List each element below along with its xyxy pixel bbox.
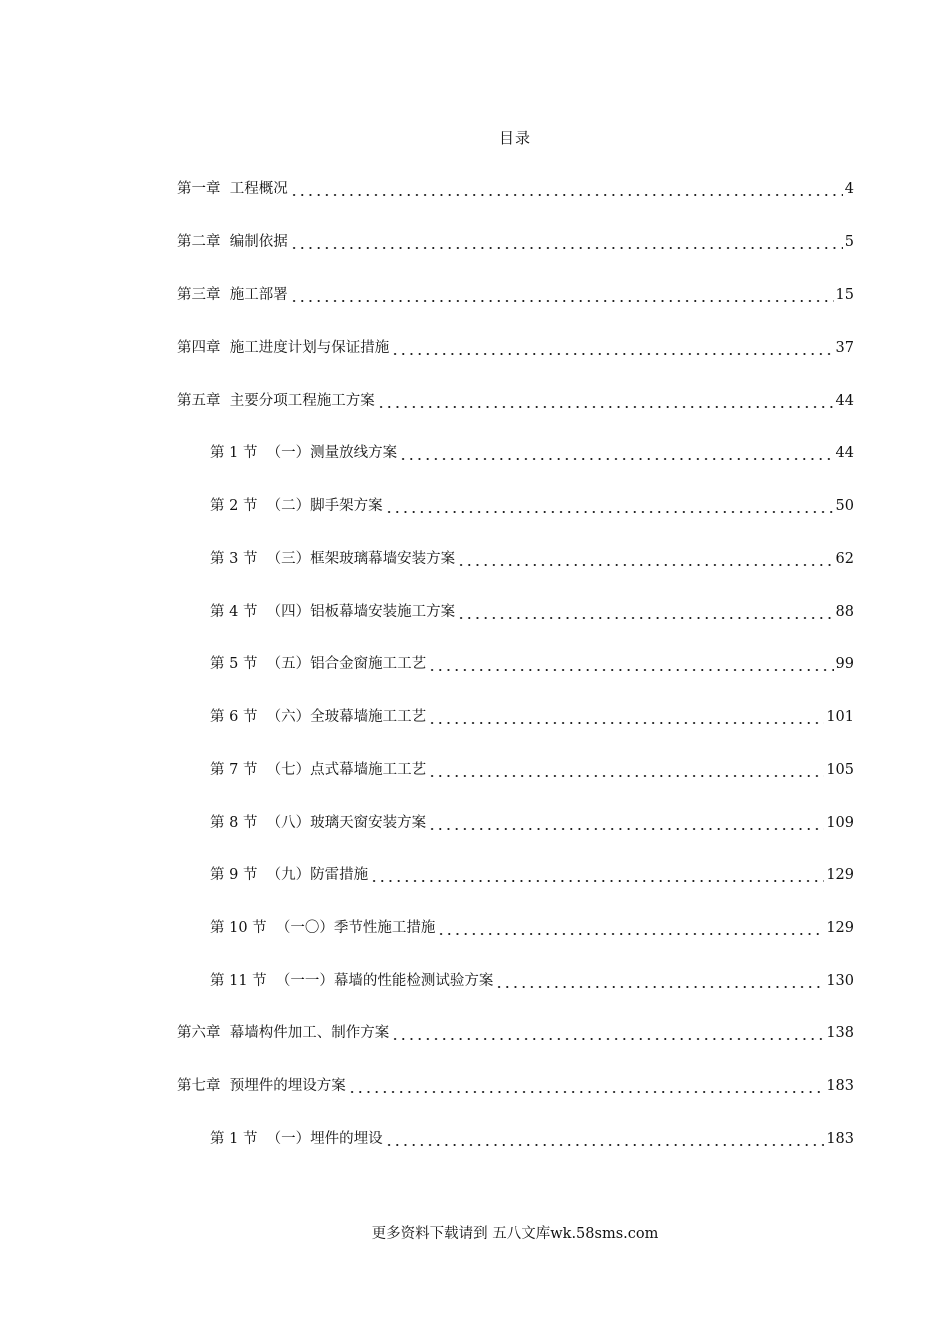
toc-entry-page: 15 <box>835 287 854 303</box>
dot-leader <box>370 864 824 886</box>
footer-download-note: 更多资料下载请到 五八文库wk.58sms.com <box>371 1226 659 1242</box>
toc-entry-label: 第 3 节 （三）框架玻璃幕墙安装方案 <box>210 551 456 567</box>
toc-entry[interactable] <box>210 1128 854 1150</box>
toc-entry-label: 第 1 节 （一）埋件的埋设 <box>210 1131 383 1147</box>
toc-title: 目录 <box>498 129 531 147</box>
dot-leader <box>391 337 833 359</box>
toc-entry[interactable] <box>177 337 854 359</box>
toc-entry[interactable] <box>177 1022 854 1044</box>
toc-entry-page: 44 <box>835 445 854 461</box>
dot-leader <box>385 1128 825 1150</box>
toc-entry-page: 183 <box>826 1131 854 1147</box>
toc-entry[interactable] <box>210 706 854 728</box>
toc-entry-page: 129 <box>826 867 854 883</box>
dot-leader <box>348 1075 825 1097</box>
toc-entry-page: 37 <box>835 340 854 356</box>
toc-entry-label: 第 9 节 （九）防雷措施 <box>210 867 369 883</box>
dot-leader <box>457 601 833 623</box>
toc-entry-page: 105 <box>826 762 854 778</box>
dot-leader <box>428 812 824 834</box>
dot-leader <box>457 548 833 570</box>
toc-entry-label: 第 2 节 （二）脚手架方案 <box>210 498 383 514</box>
toc-entry-label: 第一章 工程概况 <box>177 181 288 197</box>
dot-leader <box>428 706 824 728</box>
toc-entry-label: 第七章 预埋件的埋设方案 <box>177 1078 346 1094</box>
toc-entry-label: 第二章 编制依据 <box>177 234 288 250</box>
toc-entry[interactable] <box>177 231 854 253</box>
toc-entry[interactable] <box>177 390 854 412</box>
toc-entry-page: 101 <box>826 709 854 725</box>
toc-entry-page: 129 <box>826 920 854 936</box>
dot-leader <box>399 442 833 464</box>
toc-entry-page: 44 <box>835 393 854 409</box>
toc-entry[interactable] <box>210 759 854 781</box>
dot-leader <box>290 284 834 306</box>
toc-entry[interactable] <box>210 864 854 886</box>
toc-entry-page: 138 <box>826 1025 854 1041</box>
toc-entry-page: 88 <box>835 604 854 620</box>
toc-entry-label: 第五章 主要分项工程施工方案 <box>177 393 375 409</box>
toc-entry-page: 130 <box>826 973 854 989</box>
toc-entry[interactable] <box>210 653 854 675</box>
toc-entry-label: 第 4 节 （四）铝板幕墙安装施工方案 <box>210 604 456 620</box>
toc-entry[interactable] <box>210 601 854 623</box>
dot-leader <box>495 970 824 992</box>
toc-entry[interactable] <box>177 284 854 306</box>
dot-leader <box>428 653 833 675</box>
dot-leader <box>290 178 843 200</box>
toc-entry-page: 109 <box>826 815 854 831</box>
toc-entry-page: 62 <box>835 551 854 567</box>
dot-leader <box>290 231 843 253</box>
toc-entry[interactable] <box>210 548 854 570</box>
toc-entry-label: 第 8 节 （八）玻璃天窗安装方案 <box>210 815 427 831</box>
toc-entry-page: 4 <box>844 181 854 197</box>
dot-leader <box>385 495 834 517</box>
toc-entry-label: 第 5 节 （五）铝合金窗施工工艺 <box>210 656 427 672</box>
toc-entry[interactable] <box>210 970 854 992</box>
dot-leader <box>428 759 824 781</box>
toc-entry[interactable] <box>210 812 854 834</box>
toc-entry-label: 第 11 节 （一一）幕墙的性能检测试验方案 <box>210 973 494 989</box>
toc-entry-label: 第 7 节 （七）点式幕墙施工工艺 <box>210 762 427 778</box>
toc-entry-page: 99 <box>835 656 854 672</box>
toc-entry-page: 5 <box>844 234 854 250</box>
toc-entry-label: 第六章 幕墙构件加工、制作方案 <box>177 1025 390 1041</box>
toc-entry-page: 183 <box>826 1078 854 1094</box>
toc-entry[interactable] <box>210 495 854 517</box>
dot-leader <box>437 917 824 939</box>
dot-leader <box>377 390 834 412</box>
toc-entry[interactable] <box>177 1075 854 1097</box>
toc-entry-label: 第三章 施工部署 <box>177 287 288 303</box>
dot-leader <box>391 1022 824 1044</box>
toc-entry[interactable] <box>177 178 854 200</box>
toc-entry-label: 第 10 节 （一〇）季节性施工措施 <box>210 920 436 936</box>
toc-entry-label: 第四章 施工进度计划与保证措施 <box>177 340 390 356</box>
toc-entry-page: 50 <box>835 498 854 514</box>
toc-entry[interactable] <box>210 442 854 464</box>
toc-entry-label: 第 1 节 （一）测量放线方案 <box>210 445 398 461</box>
toc-entry[interactable] <box>210 917 854 939</box>
toc-entry-label: 第 6 节 （六）全玻幕墙施工工艺 <box>210 709 427 725</box>
